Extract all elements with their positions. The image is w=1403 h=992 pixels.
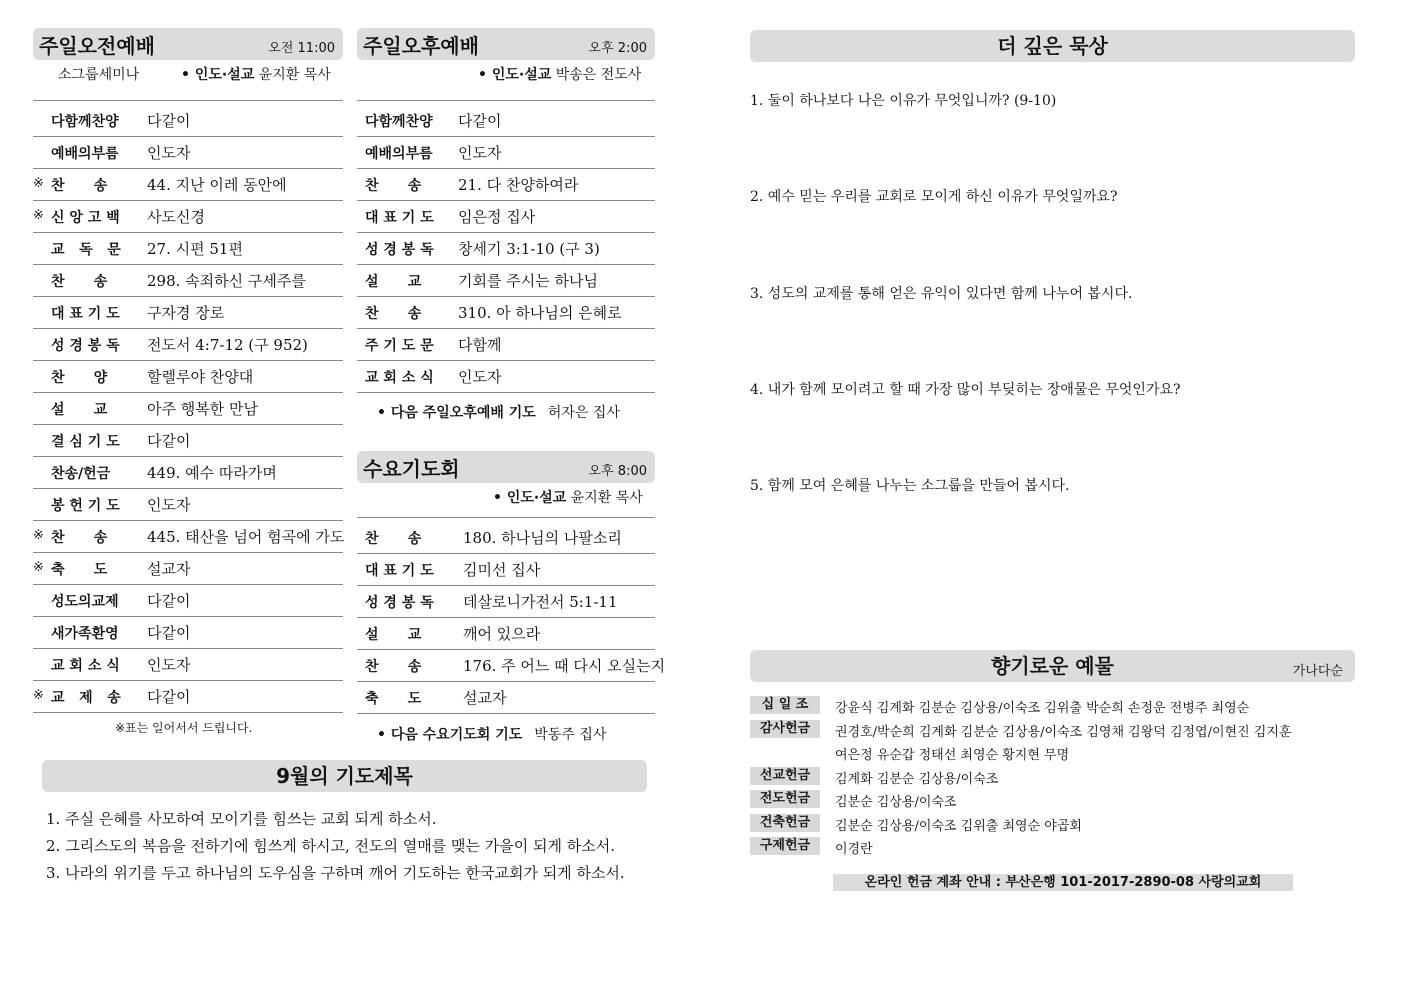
offering-row xyxy=(750,814,1350,836)
order-value: 다같이 xyxy=(147,592,191,610)
order-label: 결 심 기 도 xyxy=(51,434,120,450)
meditation-title: 더 깊은 묵상 xyxy=(997,34,1108,58)
order-value: 아주 행복한 만남 xyxy=(147,400,258,418)
order-label: 축 도 xyxy=(51,562,108,578)
offering-row xyxy=(750,696,1350,718)
order-value: 설교자 xyxy=(147,560,191,578)
preacher-name: 윤지환 목사 xyxy=(570,490,643,506)
order-value: 인도자 xyxy=(147,496,191,514)
order-label: 다함께찬양 xyxy=(51,114,119,130)
offering-type-label: 십 일 조 xyxy=(750,696,820,714)
order-label: 예배의부름 xyxy=(51,146,119,162)
order-label: 새가족환영 xyxy=(51,626,119,642)
afternoon-preacher xyxy=(478,64,641,84)
order-value: 전도서 4:7-12 (구 952) xyxy=(147,336,308,354)
offering-type-label: 구제헌금 xyxy=(750,837,820,855)
wednesday-service-header xyxy=(357,451,655,483)
order-row xyxy=(33,584,343,617)
wednesday-service-time: 오후 8:00 xyxy=(588,464,647,479)
offering-row xyxy=(750,743,1350,765)
order-row xyxy=(33,200,343,233)
order-label: 신 앙 고 백 xyxy=(51,210,120,226)
order-value: 다같이 xyxy=(147,112,191,130)
order-row xyxy=(33,520,343,553)
order-value: 인도자 xyxy=(458,368,502,386)
offering-type-label: 전도헌금 xyxy=(750,790,820,808)
order-row xyxy=(33,392,343,425)
meditation-header xyxy=(750,30,1355,62)
order-row xyxy=(357,296,655,329)
order-label: 설 교 xyxy=(51,402,108,418)
afternoon-service-title: 주일오후예배 xyxy=(363,34,479,58)
meditation-question: 1. 둘이 하나보다 나은 이유가 무엇입니까? (9-10) xyxy=(750,93,1057,109)
order-label: 교 제 송 xyxy=(51,690,121,706)
order-label: 찬 송 xyxy=(365,178,422,194)
meditation-question: 2. 예수 믿는 우리를 교회로 모이게 하신 이유가 무엇일까요? xyxy=(750,189,1118,205)
order-label: 찬 송 xyxy=(365,531,422,547)
order-row xyxy=(357,649,666,682)
order-row xyxy=(33,264,343,297)
offering-type-label: 감사헌금 xyxy=(750,720,820,738)
morning-service-title: 주일오전예배 xyxy=(39,34,155,58)
offering-row xyxy=(750,720,1350,742)
order-value: 인도자 xyxy=(147,656,191,674)
standing-mark: ※ xyxy=(33,688,44,703)
afternoon-next-prayer xyxy=(377,402,620,422)
order-value: 인도자 xyxy=(147,144,191,162)
order-row xyxy=(357,585,655,618)
order-value: 다같이 xyxy=(147,624,191,642)
morning-top-rule xyxy=(33,100,343,101)
order-value: 21. 다 찬양하여라 xyxy=(458,176,579,194)
order-value: 설교자 xyxy=(463,689,507,707)
next-prayer-label: • 다음 주일오후예배 기도 xyxy=(377,405,536,421)
order-label: 찬 송 xyxy=(51,178,108,194)
order-value: 다같이 xyxy=(458,112,502,130)
order-value: 다같이 xyxy=(147,688,191,706)
offering-type-label: 건축헌금 xyxy=(750,814,820,832)
wednesday-preacher xyxy=(493,487,643,507)
order-label: 성 경 봉 독 xyxy=(365,242,434,258)
offering-row xyxy=(750,790,1350,812)
meditation-question: 3. 성도의 교제를 통해 얻은 유익이 있다면 함께 나누어 봅시다. xyxy=(750,286,1133,302)
order-row xyxy=(33,328,343,361)
order-label: 찬 송 xyxy=(51,274,108,290)
order-row xyxy=(357,360,655,393)
order-row xyxy=(33,424,343,457)
offering-row xyxy=(750,767,1350,789)
preacher-label: • 인도·설교 xyxy=(478,67,552,83)
prayer-topic-item: 2. 그리스도의 복음을 전하기에 힘쓰게 하시고, 전도의 열매를 맺는 가을이 되게 하소서. xyxy=(46,837,615,855)
prayer-topic-item: 3. 나라의 위기를 두고 하나님의 도우심을 구하며 깨어 기도하는 한국교회가 되게 하소서. xyxy=(46,864,625,882)
morning-footnote: ※표는 일어서서 드립니다. xyxy=(115,721,253,735)
offering-order-note: 가나다순 xyxy=(1292,664,1343,679)
standing-mark: ※ xyxy=(33,528,44,543)
order-value: 사도신경 xyxy=(147,208,205,226)
order-value: 180. 하나님의 나팔소리 xyxy=(463,529,622,547)
order-label: 설 교 xyxy=(365,274,422,290)
order-row xyxy=(33,488,343,521)
order-value: 임은정 집사 xyxy=(458,208,536,226)
order-label: 교 독 문 xyxy=(51,242,121,258)
order-row xyxy=(357,232,655,265)
standing-mark: ※ xyxy=(33,208,44,223)
afternoon-top-rule xyxy=(357,100,655,101)
order-label: 다함께찬양 xyxy=(365,114,433,130)
offering-names: 김계화 김분순 김상용/이숙조 xyxy=(835,771,999,787)
order-label: 예배의부름 xyxy=(365,146,433,162)
offering-names: 강윤식 김계화 김분순 김상용/이숙조 김위출 박순희 손정운 전병주 최영순 xyxy=(835,701,1250,716)
order-value: 깨어 있으라 xyxy=(463,625,541,643)
morning-left-note: 소그룹세미나 xyxy=(58,67,140,83)
afternoon-service-header xyxy=(357,28,655,60)
order-value: 27. 시편 51편 xyxy=(147,240,243,258)
order-row xyxy=(33,136,343,169)
order-value: 다같이 xyxy=(147,432,191,450)
order-row xyxy=(33,680,343,713)
order-row xyxy=(33,616,343,649)
next-prayer-person: 허자은 집사 xyxy=(547,405,620,421)
order-row xyxy=(33,648,343,681)
next-prayer-person: 박동주 집사 xyxy=(534,727,607,743)
order-value: 310. 아 하나님의 은혜로 xyxy=(458,304,622,322)
offering-row xyxy=(750,837,1350,859)
order-label: 교 회 소 식 xyxy=(51,658,120,674)
order-label: 찬송/헌금 xyxy=(51,466,111,482)
order-label: 대 표 기 도 xyxy=(365,210,434,226)
order-value: 다함께 xyxy=(458,336,502,354)
order-value: 구자경 장로 xyxy=(147,304,225,322)
order-row xyxy=(33,168,343,201)
offering-header xyxy=(750,650,1355,682)
afternoon-service-time: 오후 2:00 xyxy=(588,41,647,56)
morning-preacher xyxy=(181,64,331,84)
preacher-name: 윤지환 목사 xyxy=(258,67,331,83)
preacher-name: 박송은 전도사 xyxy=(555,67,642,83)
order-label: 봉 헌 기 도 xyxy=(51,498,120,514)
order-label: 찬 송 xyxy=(365,306,422,322)
order-row xyxy=(357,104,655,137)
order-label: 주 기 도 문 xyxy=(365,338,434,354)
meditation-question: 5. 함께 모여 은혜를 나누는 소그룹을 만들어 봅시다. xyxy=(750,478,1070,494)
prayer-topics-header xyxy=(42,760,647,792)
order-row xyxy=(357,136,655,169)
offering-names: 여은정 유순갑 정태선 최영순 황지현 무명 xyxy=(835,748,1070,763)
online-offering-account: 온라인 헌금 계좌 안내 : 부산은행 101-2017-2890-08 사랑의교회 xyxy=(833,874,1293,891)
prayer-topic-item: 1. 주실 은혜를 사모하여 모이기를 힘쓰는 교회 되게 하소서. xyxy=(46,810,437,828)
order-row xyxy=(357,681,655,714)
order-row xyxy=(357,521,655,554)
order-label: 찬 양 xyxy=(51,370,108,386)
order-value: 창세기 3:1-10 (구 3) xyxy=(458,240,600,258)
order-row xyxy=(33,456,343,489)
order-value: 445. 태산을 넘어 험곡에 가도 xyxy=(147,528,345,546)
order-label: 축 도 xyxy=(365,691,422,707)
order-value: 298. 속죄하신 구세주를 xyxy=(147,272,306,290)
order-row xyxy=(357,168,655,201)
standing-mark: ※ xyxy=(33,176,44,191)
order-label: 성 경 봉 독 xyxy=(51,338,120,354)
morning-service-header xyxy=(33,28,343,60)
order-value: 기회를 주시는 하나님 xyxy=(458,272,598,290)
order-label: 설 교 xyxy=(365,627,422,643)
order-row xyxy=(33,104,343,137)
order-label: 교 회 소 식 xyxy=(365,370,434,386)
order-row xyxy=(357,617,655,650)
standing-mark: ※ xyxy=(33,560,44,575)
offering-names: 이경란 xyxy=(835,842,873,857)
order-label: 대 표 기 도 xyxy=(51,306,120,322)
offering-names: 김분순 김상용/이숙조 xyxy=(835,795,957,810)
preacher-label: • 인도·설교 xyxy=(181,67,255,83)
order-label: 성 경 봉 독 xyxy=(365,595,434,611)
offering-type-label: 선교헌금 xyxy=(750,767,820,785)
order-value: 44. 지난 이레 동안에 xyxy=(147,176,287,194)
order-row xyxy=(33,232,343,265)
order-label: 찬 송 xyxy=(51,530,108,546)
order-row xyxy=(357,328,655,361)
offering-title: 향기로운 예물 xyxy=(991,654,1114,678)
order-value: 할렐루야 찬양대 xyxy=(147,368,254,386)
order-value: 449. 예수 따라가며 xyxy=(147,464,277,482)
offering-names: 김분순 김상용/이숙조 김위출 최영순 야곱회 xyxy=(835,818,1082,834)
order-label: 성도의교제 xyxy=(51,594,119,610)
order-value: 인도자 xyxy=(458,144,502,162)
meditation-question: 4. 내가 함께 모이려고 할 때 가장 많이 부딪히는 장애물은 무엇인가요? xyxy=(750,382,1181,398)
order-row xyxy=(33,552,343,585)
order-row xyxy=(357,200,655,233)
order-row xyxy=(357,264,655,297)
order-label: 대 표 기 도 xyxy=(365,563,434,579)
order-label: 찬 송 xyxy=(365,659,422,675)
next-prayer-label: • 다음 수요기도회 기도 xyxy=(377,727,523,743)
order-row xyxy=(33,296,343,329)
morning-service-time: 오전 11:00 xyxy=(268,41,335,56)
order-row xyxy=(357,553,655,586)
order-value: 데살로니가전서 5:1-11 xyxy=(463,593,618,611)
order-row xyxy=(33,360,343,393)
preacher-label: • 인도·설교 xyxy=(493,490,567,506)
wednesday-next-prayer xyxy=(377,724,606,744)
prayer-topics-title: 9월의 기도제목 xyxy=(276,764,413,788)
offering-names: 권경호/박순희 김계화 김분순 김상용/이숙조 김영채 김왕덕 김정엽/이현진 김지훈 xyxy=(835,724,1292,740)
order-value: 176. 주 어느 때 다시 오실는지 xyxy=(463,657,666,675)
wednesday-top-rule xyxy=(357,517,655,518)
wednesday-service-title: 수요기도회 xyxy=(363,457,460,481)
order-value: 김미선 집사 xyxy=(463,561,541,579)
